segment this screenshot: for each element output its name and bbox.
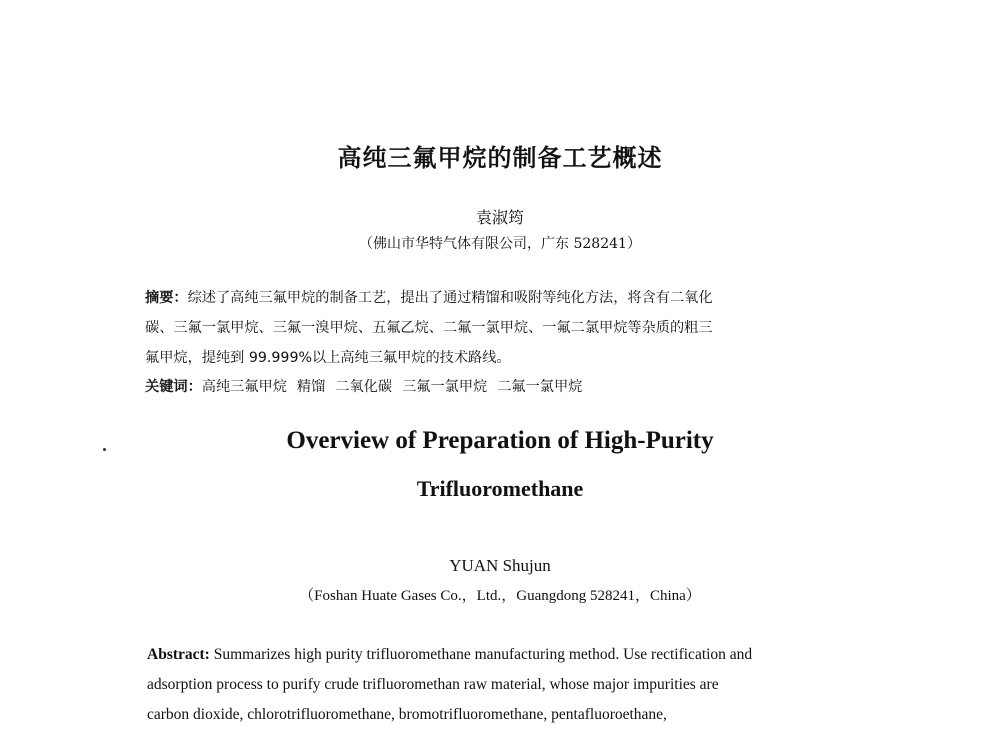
english-abstract-line-1 bbox=[147, 640, 852, 670]
keyword: 二氧化碳 bbox=[335, 379, 393, 395]
english-title-line-1: Overview of Preparation of High-Purity bbox=[286, 427, 714, 454]
chinese-abstract-line-1 bbox=[145, 283, 857, 313]
keyword: 二氟一氯甲烷 bbox=[497, 379, 583, 395]
chinese-abstract-label: 摘要： bbox=[145, 290, 188, 306]
chinese-keywords-line bbox=[145, 372, 857, 402]
english-abstract-label: Abstract: bbox=[147, 646, 210, 663]
keyword: 高纯三氟甲烷 bbox=[201, 379, 287, 395]
english-abstract-text: Summarizes high purity trifluoromethane manufacturing method. Use rectification and bbox=[213, 646, 753, 663]
chinese-abstract-text: 综述了高纯三氟甲烷的制备工艺，提出了通过精馏和吸附等纯化方法，将含有二氧化 bbox=[187, 290, 713, 306]
chinese-keywords-label: 关键词： bbox=[145, 379, 202, 395]
keyword: 三氟一氯甲烷 bbox=[402, 379, 488, 395]
english-abstract-line-3: carbon dioxide, chlorotrifluoromethane, bromotrifluoromethane, pentafluoroethane, bbox=[147, 706, 667, 723]
keyword: 精馏 bbox=[296, 379, 326, 395]
english-affiliation: （Foshan Huate Gases Co.，Ltd.，Guangdong 528241，China） bbox=[299, 588, 701, 604]
chinese-abstract-line-2: 碳、三氟一氯甲烷、三氟一溴甲烷、五氟乙烷、二氟一氯甲烷、一氟二氯甲烷等杂质的粗三 bbox=[145, 320, 713, 336]
chinese-abstract bbox=[145, 283, 857, 373]
english-abstract-line-2: adsorption process to purify crude trifluoromethan raw material, whose major impurities are bbox=[147, 676, 719, 693]
english-author: YUAN Shujun bbox=[449, 556, 551, 575]
chinese-affiliation: （佛山市华特气体有限公司，广东 528241） bbox=[359, 236, 641, 252]
chinese-abstract-line-3: 氟甲烷，提纯到 99.999%以上高纯三氟甲烷的技术路线。 bbox=[145, 350, 511, 366]
chinese-author: 袁淑筠 bbox=[475, 208, 524, 227]
chinese-keywords bbox=[145, 372, 857, 402]
english-title-line-2: Trifluoromethane bbox=[416, 476, 584, 501]
chinese-title: 高纯三氟甲烷的制备工艺概述 bbox=[337, 144, 663, 172]
english-abstract bbox=[147, 640, 852, 730]
